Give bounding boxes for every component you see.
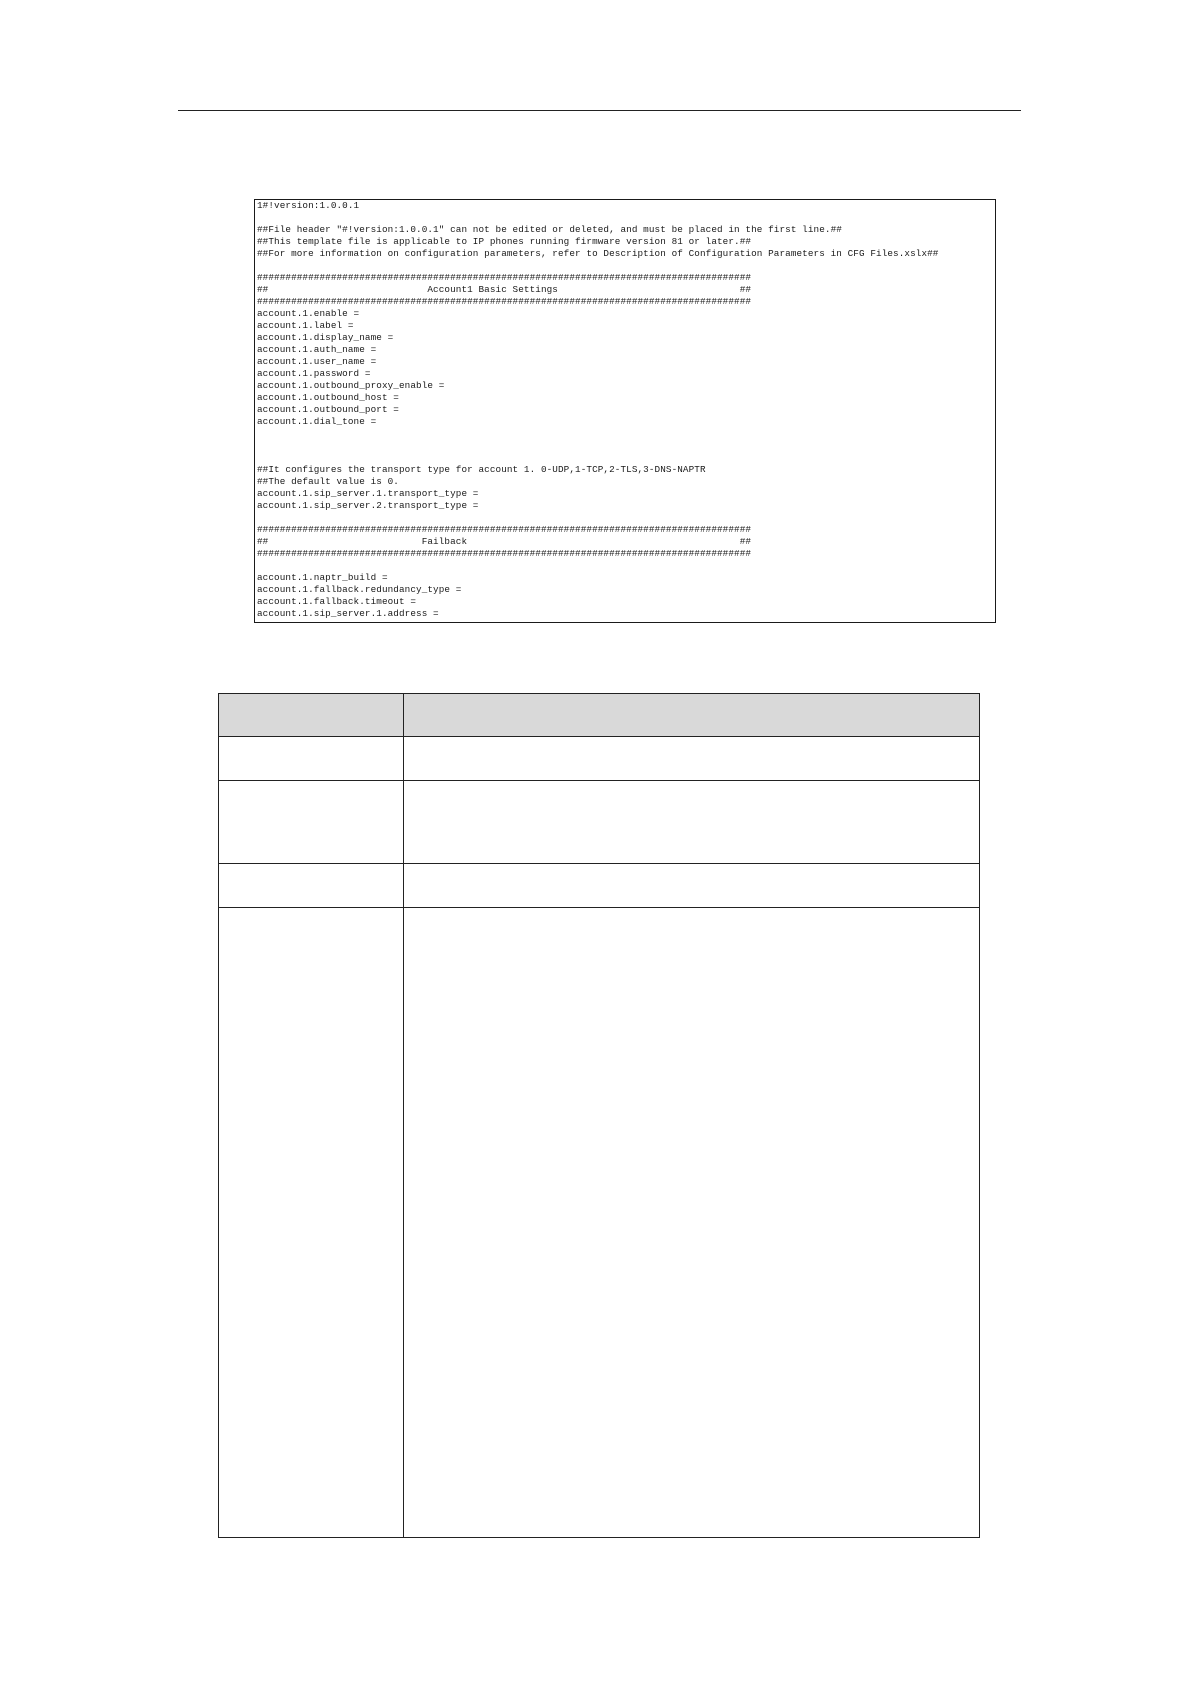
code-line: ##For more information on configuration parameters, refer to Description of Configuration Parameters in CFG Files.xslx##	[257, 248, 939, 259]
config-template-screenshot	[254, 199, 996, 623]
code-line: account.1.sip_server.1.transport_type =	[257, 488, 479, 499]
code-line: account.1.display_name =	[257, 332, 394, 343]
code-line: account.1.fallback.redundancy_type =	[257, 584, 462, 595]
code-line: account.1.outbound_port =	[257, 404, 399, 415]
code-line: ##This template file is applicable to IP phones running firmware version 81 or later.##	[257, 236, 752, 247]
code-line: ##The default value is 0.	[257, 476, 399, 487]
parameter-table	[218, 693, 980, 1538]
table-cell	[219, 908, 404, 1538]
table-cell	[219, 864, 404, 908]
table-header-row	[219, 694, 980, 737]
code-line	[257, 260, 938, 272]
table-cell	[404, 864, 980, 908]
table-cell	[404, 781, 980, 864]
code-line: 1#!version:1.0.0.1	[257, 200, 360, 211]
table-cell	[404, 737, 980, 781]
code-line	[257, 440, 938, 452]
code-line: account.1.sip_server.2.transport_type =	[257, 500, 479, 511]
table-header-cell	[404, 694, 980, 737]
table-cell	[404, 908, 980, 1538]
code-line: #######################################################################################	[257, 272, 752, 283]
code-line	[257, 560, 938, 572]
code-line: account.1.naptr_build =	[257, 572, 388, 583]
code-line: account.1.user_name =	[257, 356, 377, 367]
code-line: account.1.sip_server.1.address =	[257, 608, 439, 619]
code-line	[257, 512, 938, 524]
code-line: account.1.password =	[257, 368, 371, 379]
config-code-lines	[257, 200, 938, 620]
table-header-cell	[219, 694, 404, 737]
code-line: account.1.auth_name =	[257, 344, 377, 355]
code-line	[257, 212, 938, 224]
code-line	[257, 452, 938, 464]
code-line: account.1.label =	[257, 320, 354, 331]
page-header-rule	[178, 110, 1021, 111]
table-cell	[219, 737, 404, 781]
code-line: ## Failback ##	[257, 536, 752, 547]
table-row	[219, 737, 980, 781]
code-line: ##File header "#!version:1.0.0.1" can not be edited or deleted, and must be placed in the first line.##	[257, 224, 842, 235]
code-line: #######################################################################################	[257, 296, 752, 307]
code-line: #######################################################################################	[257, 548, 752, 559]
code-line: account.1.outbound_host =	[257, 392, 399, 403]
code-line: account.1.dial_tone =	[257, 416, 377, 427]
table-row	[219, 781, 980, 864]
code-line: account.1.fallback.timeout =	[257, 596, 417, 607]
code-line: ## Account1 Basic Settings ##	[257, 284, 752, 295]
code-line: account.1.outbound_proxy_enable =	[257, 380, 445, 391]
table-row	[219, 908, 980, 1538]
code-line: account.1.enable =	[257, 308, 360, 319]
code-line: #######################################################################################	[257, 524, 752, 535]
table-row	[219, 864, 980, 908]
table-cell	[219, 781, 404, 864]
code-line: ##It configures the transport type for account 1. 0-UDP,1-TCP,2-TLS,3-DNS-NAPTR	[257, 464, 706, 475]
code-line	[257, 428, 938, 440]
